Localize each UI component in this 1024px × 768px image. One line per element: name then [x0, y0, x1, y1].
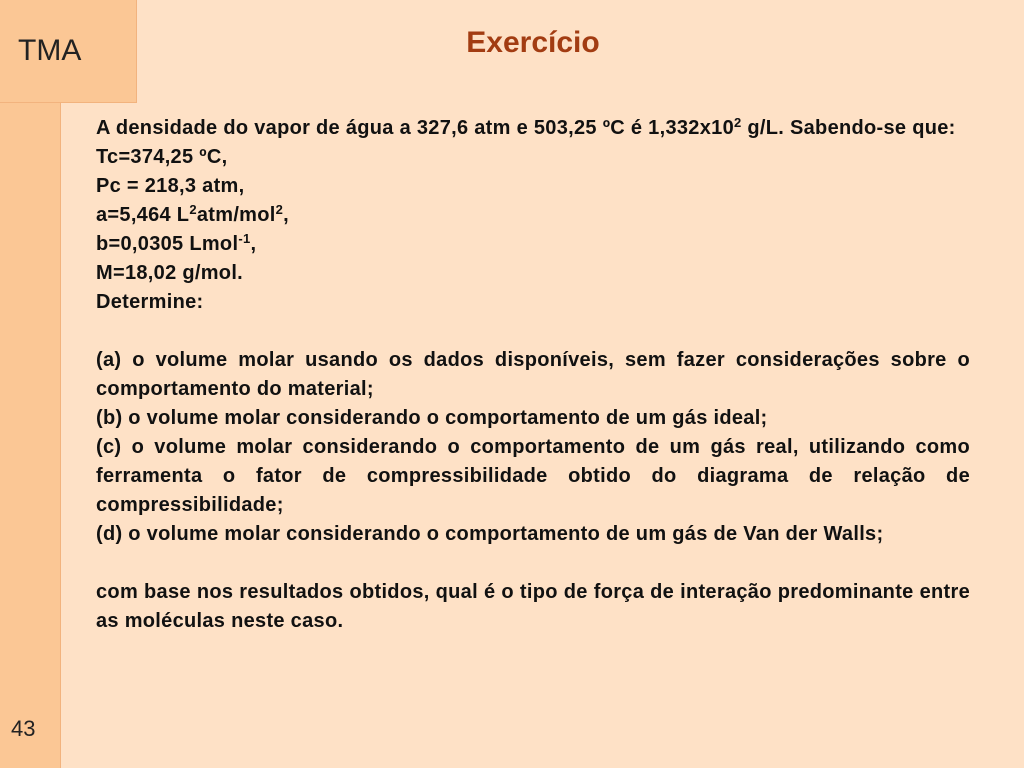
- question-d: (d) o volume molar considerando o comportamento de um gás de Van der Walls;: [96, 523, 884, 545]
- critical-temperature: Tc=374,25 ºC,: [96, 146, 228, 168]
- determine-label: Determine:: [96, 291, 204, 313]
- statement-intro-exponent: 2: [734, 115, 742, 130]
- constant-a-value: a=5,464 L: [96, 204, 190, 226]
- exercise-body: [96, 114, 970, 636]
- page-number: 43: [11, 716, 36, 741]
- constant-a: [96, 201, 970, 230]
- statement-intro-text: A densidade do vapor de água a 327,6 atm e 503,25 ºC é 1,332x10: [96, 117, 734, 139]
- statement-intro-text-end: g/L. Sabendo-se que:: [741, 117, 956, 139]
- course-label: TMA: [18, 34, 82, 67]
- spacer: [96, 549, 970, 578]
- statement-intro: [96, 114, 970, 143]
- constant-b: [96, 230, 970, 259]
- constant-a-exponent-2: 2: [275, 202, 284, 217]
- conclusion-question: com base nos resultados obtidos, qual é o tipo de força de interação predominante entre as moléculas neste caso.: [96, 581, 970, 632]
- slide-title: Exercício: [466, 26, 600, 59]
- constant-b-exponent: -1: [238, 231, 251, 246]
- constant-b-value: b=0,0305 Lmol: [96, 233, 239, 255]
- constant-a-comma: ,: [283, 204, 290, 226]
- critical-pressure: Pc = 218,3 atm,: [96, 175, 245, 197]
- spacer: [96, 317, 970, 346]
- question-b: (b) o volume molar considerando o comportamento de um gás ideal;: [96, 407, 768, 429]
- constant-b-comma: ,: [250, 233, 257, 255]
- sidebar-strip: [0, 0, 61, 768]
- constant-a-unit: atm/mol: [196, 204, 276, 226]
- molar-mass: M=18,02 g/mol.: [96, 262, 244, 284]
- question-c: (c) o volume molar considerando o comportamento de um gás real, utilizando como ferramenta o fator de compressibilidade obtido do diagrama de relação de compressibilidade;: [96, 436, 970, 516]
- constant-a-exponent-1: 2: [189, 202, 197, 217]
- question-a: (a) o volume molar usando os dados disponíveis, sem fazer considerações sobre o comportamento do material;: [96, 349, 970, 400]
